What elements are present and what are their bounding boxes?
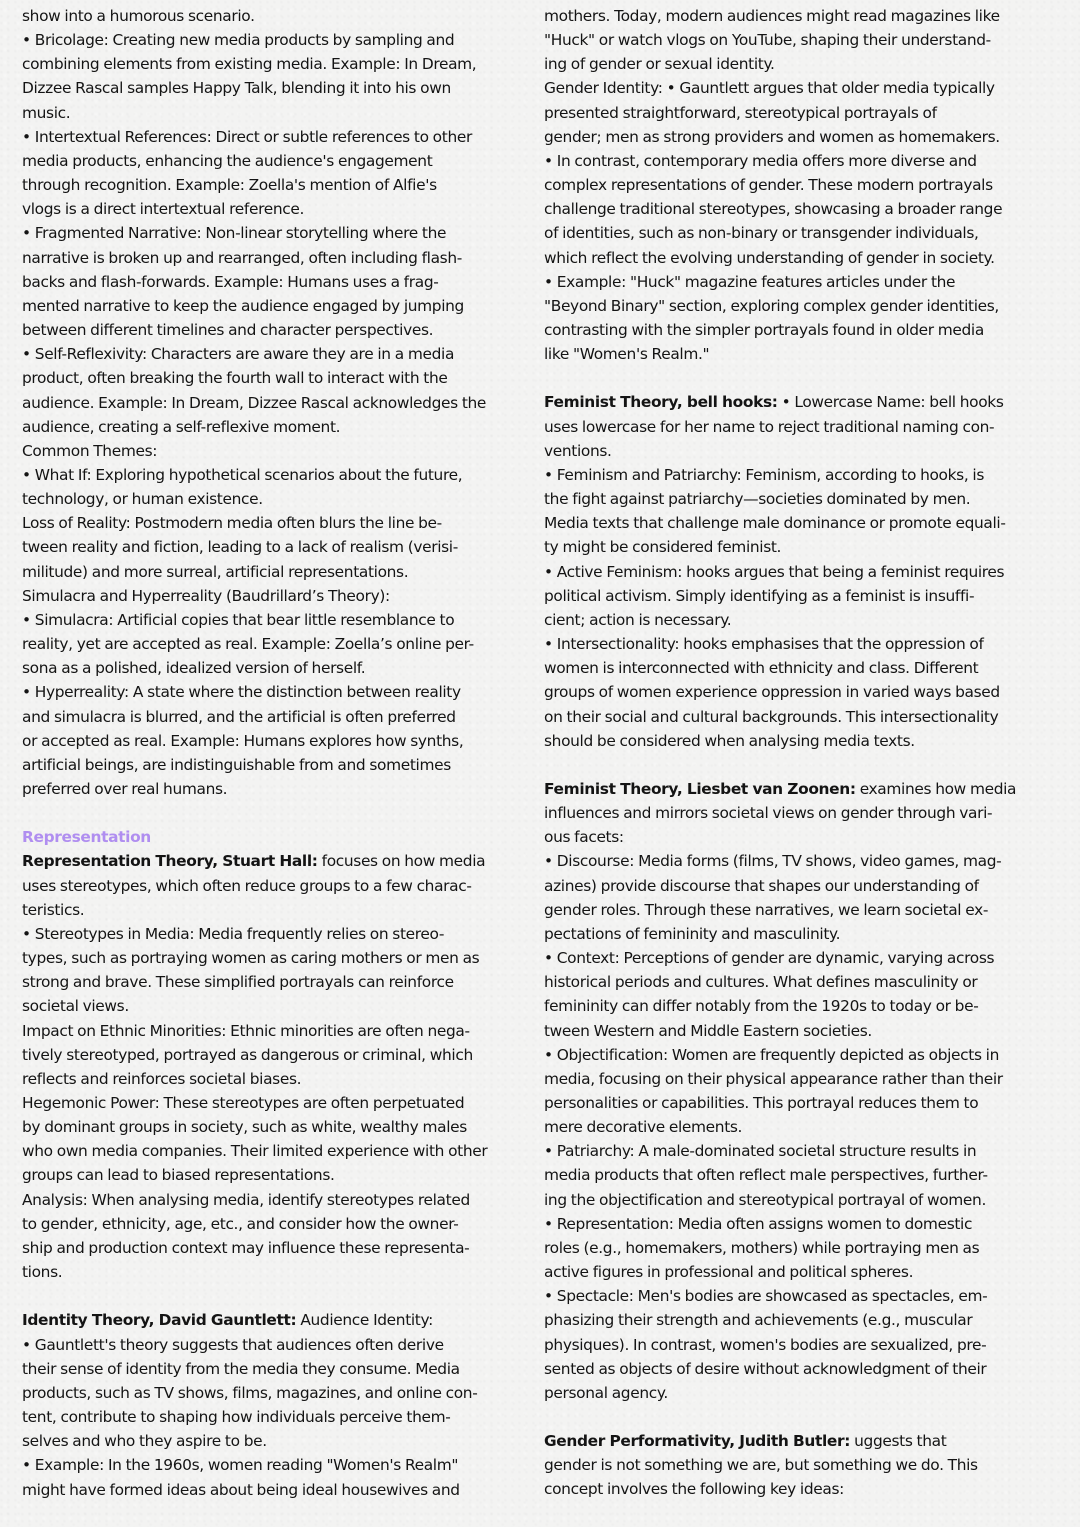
text-line: • Gauntlett's theory suggests that audiences often derive [22,1335,444,1354]
text-line: • Context: Perceptions of gender are dynamic, varying across [544,949,995,968]
text-line: • What If: Exploring hypothetical scenarios about the future, [22,465,463,484]
text-line: between different timelines and character perspectives. [22,321,434,340]
text-line: selves and who they aspire to be. [22,1432,267,1451]
text-line: • Spectacle: Men's bodies are showcased as spectacles, em- [544,1287,988,1306]
text-line: "Huck" or watch vlogs on YouTube, shaping their understand- [544,31,991,50]
text-line: strong and brave. These simplified portrayals can reinforce [22,973,454,992]
text-line: media, focusing on their physical appearance rather than their [544,1069,1003,1088]
fragmented-narrative-bullet [22,221,536,342]
text-line: like "Women's Realm." [544,345,710,364]
text-line: • Stereotypes in Media: Media frequently relies on stereo- [22,924,445,943]
text-line: • Intertextual References: Direct or subtle references to other [22,127,472,146]
text-line: gender roles. Through these narratives, we learn societal ex- [544,900,989,919]
text-line: artificial beings, are indistinguishable from and sometimes [22,755,451,774]
theory-title: Gender Performativity, Judith Butler: [544,1432,851,1451]
text-line: on their social and cultural backgrounds. This intersectionality [544,707,999,726]
text-line: political activism. Simply identifying as a feminist is insuffi- [544,586,975,605]
hooks-theory [544,390,1060,752]
text-line: Hegemonic Power: These stereotypes are often perpetuated [22,1094,465,1113]
intertextual-bullet [22,125,536,222]
text-line: audience, creating a self-reflexive moment. [22,417,341,436]
text-line: Gender Identity: • Gauntlett argues that older media typically [544,79,995,98]
right-column [544,4,1060,1502]
text-line: • Simulacra: Artificial copies that bear little resemblance to [22,610,455,629]
text-line: personal agency. [544,1383,668,1402]
gauntlett-continued [544,4,1060,76]
text-line: • Objectification: Women are frequently depicted as objects in [544,1045,999,1064]
spacer [544,1405,1060,1429]
text-line: media products, enhancing the audience's engagement [22,151,433,170]
text-line: complex representations of gender. These modern portrayals [544,176,993,195]
spacer [544,366,1060,390]
text-line: technology, or human existence. [22,490,263,509]
text-line: tions. [22,1263,63,1282]
text-line: tent, contribute to shaping how individuals perceive them- [22,1408,451,1427]
text-line: and simulacra is blurred, and the artificial is often preferred [22,707,456,726]
text-line: phasizing their strength and achievements (e.g., muscular [544,1311,973,1330]
text-line: reality, yet are accepted as real. Example: Zoella’s online per- [22,635,474,654]
huck-example-bullet [544,270,1060,367]
what-if-bullet [22,463,536,511]
text-line: types, such as portraying women as caring mothers or men as [22,949,480,968]
hegemonic-power-paragraph [22,1091,536,1188]
text-line: groups can lead to biased representations. [22,1166,335,1185]
text-line: vlogs is a direct intertextual reference. [22,200,305,219]
theory-title: Representation Theory, Stuart Hall: [22,852,318,871]
bricolage-bullet [22,28,536,125]
text-line: societal views. [22,997,129,1016]
theory-intro: • Lowercase Name: bell hooks [777,393,1004,412]
text-line: ous facets: [544,828,624,847]
text-line: tively stereotyped, portrayed as dangerous or criminal, which [22,1045,473,1064]
text-line: presented straightforward, stereotypical portrayals of [544,103,937,122]
text-line: backs and flash-forwards. Example: Humans uses a frag- [22,272,439,291]
text-line: teristics. [22,900,85,919]
text-line: which reflect the evolving understanding of gender in society. [544,248,995,267]
text-line: sented as objects of desire without acknowledgment of their [544,1359,987,1378]
theory-title: Feminist Theory, bell hooks: [544,393,778,412]
text-line: the fight against patriarchy—societies dominated by men. [544,490,971,509]
text-line: • Active Feminism: hooks argues that being a feminist requires [544,562,1005,581]
hall-theory [22,849,536,921]
text-line: narrative is broken up and rearranged, often including flash- [22,248,462,267]
text-line: gender is not something we are, but something we do. This [544,1456,978,1475]
theory-title: Identity Theory, David Gauntlett: [22,1311,297,1330]
text-line: women is interconnected with ethnicity and class. Different [544,659,979,678]
text-line: or accepted as real. Example: Humans explores how synths, [22,731,464,750]
text-line: • Intersectionality: hooks emphasises that the oppression of [544,635,984,654]
text-line: • Hyperreality: A state where the distinction between reality [22,683,461,702]
text-line: • Discourse: Media forms (films, TV shows, video games, mag- [544,852,1002,871]
van-zoonen-theory [544,777,1060,1405]
text-line: products, such as TV shows, films, magazines, and online con- [22,1383,478,1402]
section-heading-representation: Representation [22,828,151,847]
text-line: reflects and reinforces societal biases. [22,1069,302,1088]
theory-intro: examines how media [855,779,1017,798]
text-line: should be considered when analysing media texts. [544,731,915,750]
text-line: Impact on Ethnic Minorities: Ethnic minorities are often nega- [22,1021,470,1040]
spacer [22,1284,536,1308]
simulacra-heading: Simulacra and Hyperreality (Baudrillard’s Theory): [22,586,390,605]
text-line: azines) provide discourse that shapes our understanding of [544,876,979,895]
text-line: • Example: In the 1960s, women reading "Women's Realm" [22,1456,459,1475]
text-line: • Self-Reflexivity: Characters are aware they are in a media [22,345,455,364]
text-line: audience. Example: In Dream, Dizzee Rascal acknowledges the [22,393,487,412]
text-line: concept involves the following key ideas: [544,1480,844,1499]
text-line [22,1308,536,1332]
text-line: influences and mirrors societal views on gender through vari- [544,804,993,823]
text-line: groups of women experience oppression in varied ways based [544,683,1000,702]
text-line: ventions. [544,441,612,460]
text-line: challenge traditional stereotypes, showcasing a broader range [544,200,1003,219]
simulacra-bullet [22,608,536,680]
self-reflexivity-bullet [22,342,536,439]
gender-identity-paragraph [544,76,1060,148]
text-line: their sense of identity from the media they consume. Media [22,1359,460,1378]
text-line: physiques). In contrast, women's bodies are sexualized, pre- [544,1335,987,1354]
theory-intro: Audience Identity: [296,1311,433,1330]
text-line: • In contrast, contemporary media offers more diverse and [544,151,977,170]
text-line: media products that often reflect male perspectives, further- [544,1166,988,1185]
text-line [22,849,536,873]
text-line: gender; men as strong providers and women as homemakers. [544,127,1000,146]
text-line: tween reality and fiction, leading to a lack of realism (verisi- [22,538,458,557]
text-line: • Patriarchy: A male-dominated societal structure results in [544,1142,977,1161]
text-line [544,777,1060,801]
hyperreality-bullet [22,680,536,801]
text-line: mented narrative to keep the audience engaged by jumping [22,296,464,315]
representation-section [22,825,536,1284]
text-line: tween Western and Middle Eastern societies. [544,1021,872,1040]
contrast-bullet [544,149,1060,270]
text-line: historical periods and cultures. What defines masculinity or [544,973,978,992]
gauntlett-theory [22,1308,536,1501]
text-line: roles (e.g., homemakers, mothers) while portraying men as [544,1238,980,1257]
text-line: contrasting with the simpler portrayals found in older media [544,321,984,340]
text-line: femininity can differ notably from the 1920s to today or be- [544,997,979,1016]
text-line: uses lowercase for her name to reject traditional naming con- [544,417,995,436]
text-line: • Feminism and Patriarchy: Feminism, according to hooks, is [544,465,985,484]
text-line: of identities, such as non-binary or transgender individuals, [544,224,979,243]
text-line: show into a humorous scenario. [22,7,255,25]
ethnic-minorities-paragraph [22,1019,536,1091]
text-line: ing of gender or sexual identity. [544,55,775,74]
text-line: active figures in professional and political spheres. [544,1263,914,1282]
text-line: • Example: "Huck" magazine features articles under the [544,272,956,291]
spacer [544,753,1060,777]
text-line: cient; action is necessary. [544,610,732,629]
text-line: through recognition. Example: Zoella's mention of Alfie's [22,176,437,195]
text-line: by dominant groups in society, such as white, wealthy males [22,1118,467,1137]
text-line [544,1429,1060,1453]
text-line: militude) and more surreal, artificial representations. [22,562,409,581]
text-line: ship and production context may influence these representa- [22,1238,470,1257]
theory-intro: focuses on how media [317,852,486,871]
text-line: • Bricolage: Creating new media products by sampling and [22,31,455,50]
text-line: might have formed ideas about being ideal housewives and [22,1480,460,1499]
text-line: pectations of femininity and masculinity. [544,924,841,943]
text-line: personalities or capabilities. This portrayal reduces them to [544,1094,979,1112]
text-line: • Fragmented Narrative: Non-linear storytelling where the [22,224,447,243]
text-line: to gender, ethnicity, age, etc., and consider how the owner- [22,1214,459,1233]
text-line: Media texts that challenge male dominance or promote equali- [544,514,1006,533]
text-line: product, often breaking the fourth wall to interact with the [22,369,448,388]
text-line: uses stereotypes, which often reduce groups to a few charac- [22,876,472,895]
text-line: music. [22,103,71,122]
text-line: sona as a polished, idealized version of herself. [22,659,366,678]
stereotypes-bullet [22,922,536,1019]
text-line: mothers. Today, modern audiences might read magazines like [544,7,1000,25]
text-line: Analysis: When analysing media, identify stereotypes related [22,1190,470,1209]
theory-intro: uggests that [850,1432,947,1451]
text-line: Loss of Reality: Postmodern media often blurs the line be- [22,514,442,533]
common-themes-label: Common Themes: [22,441,158,460]
spacer [22,801,536,825]
analysis-paragraph [22,1188,536,1285]
text-line: • Representation: Media often assigns women to domestic [544,1214,973,1233]
loss-of-reality-paragraph [22,511,536,583]
text-line: preferred over real humans. [22,780,228,798]
text-line [544,390,1060,414]
text-line: mere decorative elements. [544,1118,743,1137]
text-line: "Beyond Binary" section, exploring complex gender identities, [544,296,999,315]
text-line: Dizzee Rascal samples Happy Talk, blending it into his own [22,79,451,98]
text-line: ty might be considered feminist. [544,538,782,557]
left-column [22,4,536,1502]
text-line: ing the objectification and stereotypical portrayal of women. [544,1190,987,1209]
text-line: who own media companies. Their limited experience with other [22,1142,488,1161]
text-line: combining elements from existing media. Example: In Dream, [22,55,477,74]
butler-theory [544,1429,1060,1501]
postmodern-continued [22,4,536,801]
theory-title: Feminist Theory, Liesbet van Zoonen: [544,779,856,798]
